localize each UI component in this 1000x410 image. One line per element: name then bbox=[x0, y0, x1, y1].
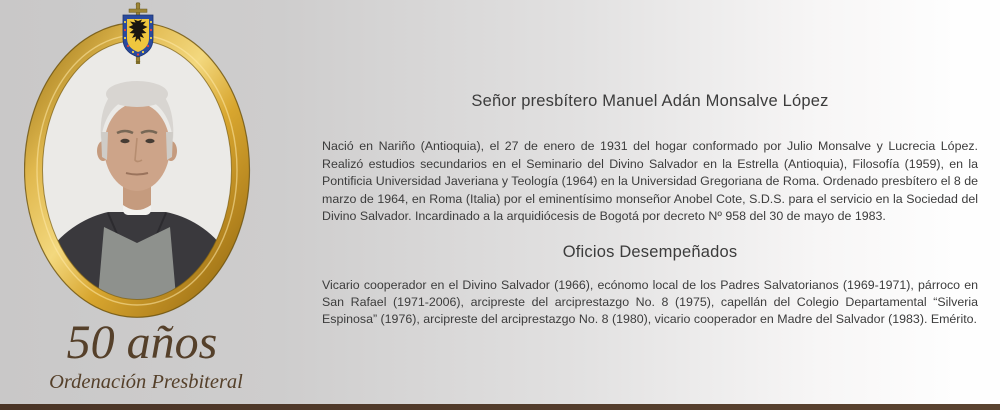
biography-section bbox=[322, 92, 978, 328]
portrait-photo-frame bbox=[24, 20, 251, 320]
offices-paragraph: Vicario cooperador en el Divino Salvador (1966), ecónomo local de los Padres Salvatorianos (1969-1971), párroco en San Rafael (1971-2006), arcipreste del arciprestazgo No. 8 (1975), capellán del Colegio Departamental “Silveria Espinosa” (1976), arcipreste del arciprestazgo No. 8 (1980), vicario cooperador en Madre del Salvador (1983). Emérito. bbox=[322, 277, 978, 326]
anniversary-label: Ordenación Presbiteral bbox=[49, 371, 243, 393]
anniversary-years: 50 años bbox=[66, 316, 218, 369]
bogota-crest-icon bbox=[117, 2, 159, 64]
offices-heading: Oficios Desempeñados bbox=[562, 242, 738, 261]
biography-paragraph: Nació en Nariño (Antioquia), el 27 de enero de 1931 del hogar conformado por Julio Monsalve y Lucrecia López. Realizó estudios secundarios en el Seminario del Divino Salvador en la Estrella (Antioquia), Filosofía (1959), en la Pontificia Universidad Javeriana y Teología (1964) en la Universidad Gregoriana de Roma. Ordenado presbítero el 8 de marzo de 1964, en Roma (Italia) por el eminentísimo monseñor Anobel Cote, S.D.S. para el servicio en la Sociedad del Divino Salvador. Incardinado a la arquidiócesis de Bogotá por decreto Nº 958 del 30 de mayo de 1983. bbox=[322, 139, 978, 223]
bottom-divider-bar bbox=[0, 404, 1000, 410]
priest-name-title: Señor presbítero Manuel Adán Monsalve López bbox=[471, 92, 829, 110]
